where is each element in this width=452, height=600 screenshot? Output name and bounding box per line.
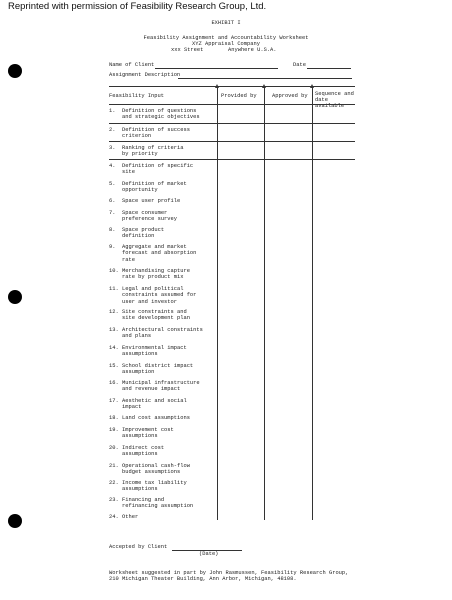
arrow-up-icon (310, 84, 314, 88)
client-label: Name of Client (109, 62, 155, 68)
assignment-label: Assignment Description (109, 72, 181, 78)
column-divider (312, 86, 313, 520)
binder-hole (8, 514, 22, 528)
accepted-date-label: (Date) (199, 551, 219, 557)
column-divider (264, 86, 265, 520)
row-rule (109, 159, 355, 160)
date-field[interactable] (307, 68, 351, 69)
exhibit-label: EXHIBIT I (211, 20, 241, 26)
company-street: xxx Street (171, 47, 204, 53)
col-provided-by: Provided by (221, 93, 257, 99)
col-feasibility-input: Feasibility Input (109, 93, 164, 99)
col-approved-by: Approved by (272, 93, 308, 99)
company-location: Anywhere U.S.A. (228, 47, 277, 53)
binder-hole (8, 290, 22, 304)
footnote-line-2: 210 Michigan Theater Building, Ann Arbor, Michigan, 48108. (109, 576, 297, 582)
worksheet-title: Feasibility Assignment and Accountability Worksheet (143, 35, 309, 41)
col-sequence-date: Sequence and date available (315, 91, 354, 109)
footnote-line-1: Worksheet suggested in part by John Rasmussen, Feasibility Research Group, (109, 570, 349, 576)
row-rule (109, 141, 355, 142)
reprint-notice: Reprinted with permission of Feasibility Research Group, Ltd. (8, 1, 267, 12)
company-name: XYZ Appraisal Company (192, 41, 260, 47)
arrow-up-icon (215, 84, 219, 88)
assignment-field[interactable] (178, 78, 352, 79)
accepted-by-client-label: Accepted by Client (109, 544, 168, 550)
arrow-up-icon (262, 84, 266, 88)
table-top-rule (109, 86, 355, 87)
binder-hole (8, 64, 22, 78)
row-rule (109, 123, 355, 124)
client-field[interactable] (155, 68, 278, 69)
date-label: Date (293, 62, 306, 68)
table-header-rule (109, 104, 355, 105)
